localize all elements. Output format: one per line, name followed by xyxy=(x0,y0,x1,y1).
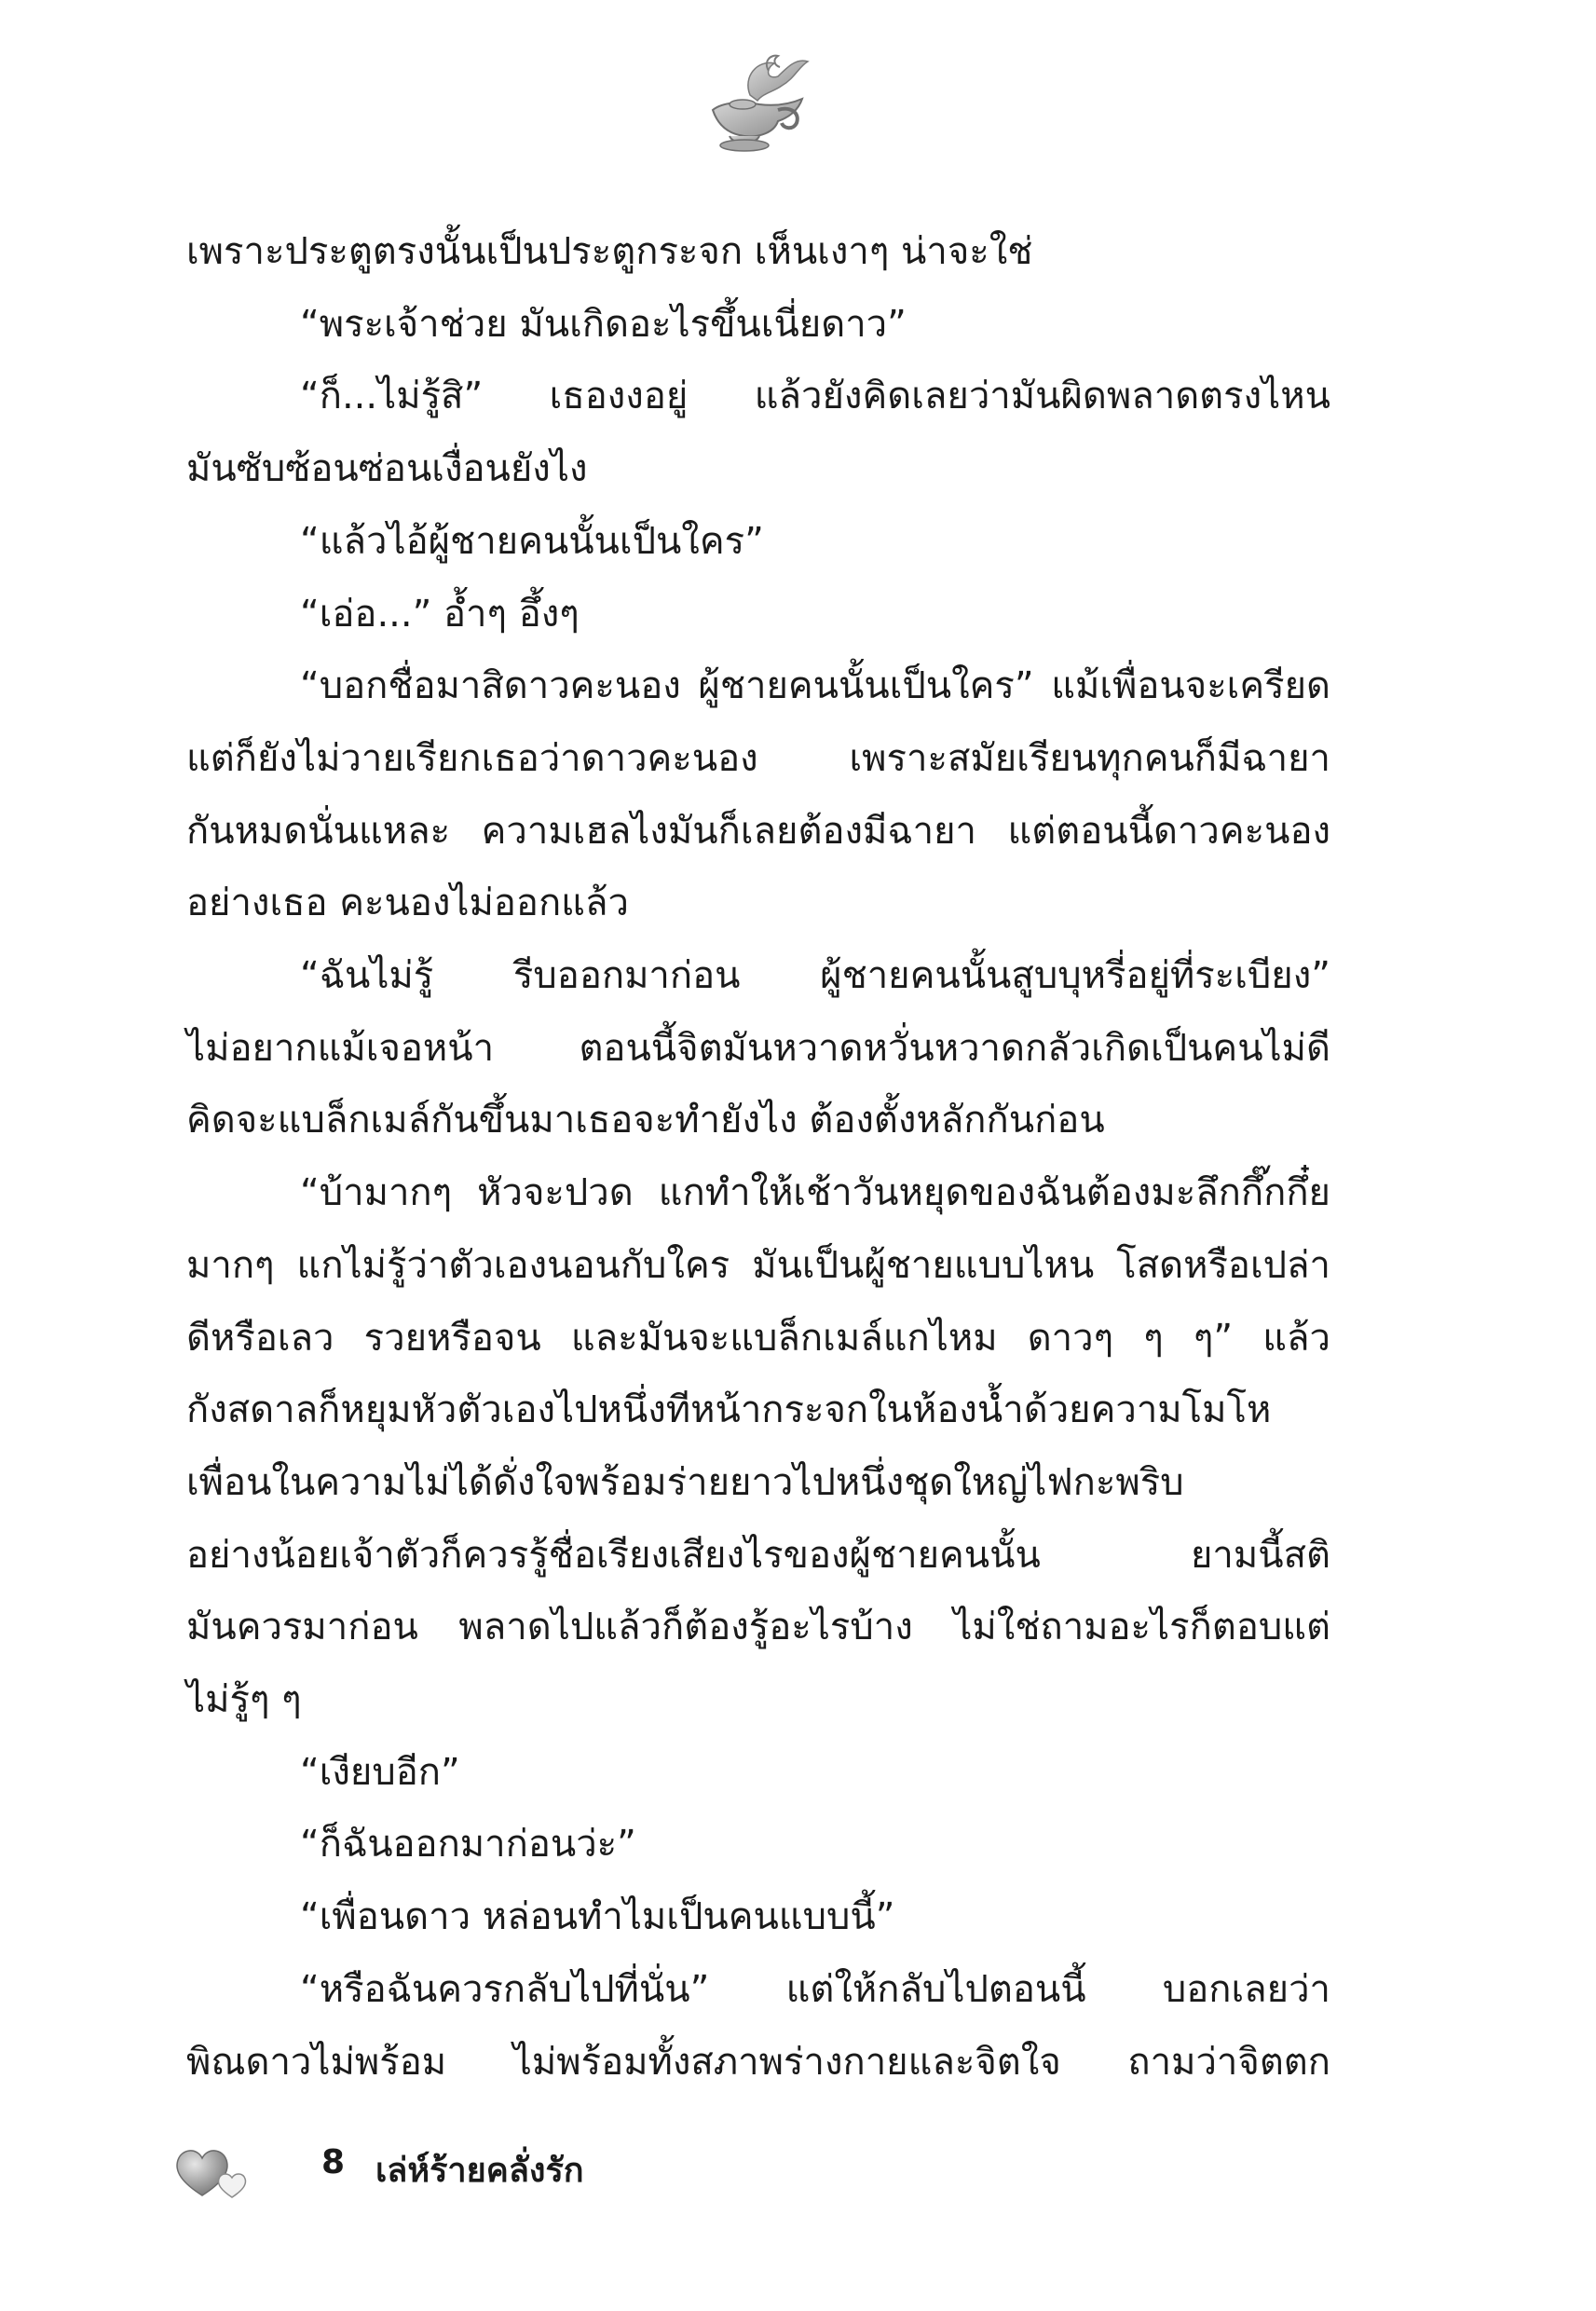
text-line: เพราะประตูตรงนั้นเป็นประตูกระจก เห็นเงาๆ น่าจะใช่ xyxy=(186,230,1033,273)
paragraph xyxy=(186,1809,1330,1881)
paragraph xyxy=(186,1881,1330,1954)
text-line: อย่างเธอ คะนองไม่ออกแล้ว xyxy=(186,882,629,925)
text-line: มากๆ แกไม่รู้ว่าตัวเองนอนกับใคร มันเป็นผู้ชายแบบไหน โสดหรือเปล่า xyxy=(186,1243,1330,1287)
genie-lamp-icon xyxy=(685,48,825,158)
text-line: “ก็...ไม่รู้สิ” เธองงอยู่ แล้วยังคิดเลยว่ามันผิดพลาดตรงไหน xyxy=(300,375,1330,418)
text-line: เพื่อนในความไม่ได้ดั่งใจพร้อมร่ายยาวไปหนึ่งชุดใหญ่ไฟกะพริบ xyxy=(186,1460,1184,1504)
text-line: ไม่รู้ๆ ๆ xyxy=(186,1678,302,1722)
text-line: “ฉันไม่รู้ รีบออกมาก่อน ผู้ชายคนนั้นสูบบุหรี่อยู่ที่ระเบียง” xyxy=(300,954,1330,998)
text-line: “หรือฉันควรกลับไปที่นั่น” แต่ให้กลับไปตอนนี้ บอกเลยว่า xyxy=(300,1967,1330,2011)
text-line: มันควรมาก่อน พลาดไปแล้วก็ต้องรู้อะไรบ้าง ไม่ใช่ถามอะไรก็ตอบแต่ xyxy=(186,1606,1330,1649)
paragraph xyxy=(186,650,1330,940)
text-line: “เพื่อนดาว หล่อนทำไมเป็นคนแบบนี้” xyxy=(300,1895,895,1939)
paragraph xyxy=(186,1157,1330,1737)
paragraph xyxy=(186,1954,1330,2099)
text-line: พิณดาวไม่พร้อม ไม่พร้อมทั้งสภาพร่างกายและจิตใจ ถามว่าจิตตก xyxy=(186,2040,1330,2084)
text-line: คิดจะแบล็กเมล์กันขึ้นมาเธอจะทำยังไง ต้องตั้งหลักกันก่อน xyxy=(186,1099,1105,1142)
text-line: “พระเจ้าช่วย มันเกิดอะไรขึ้นเนี่ยดาว” xyxy=(300,302,907,346)
paragraph xyxy=(186,289,1330,362)
book-title: เล่ห์ร้ายคลั่งรัก xyxy=(375,2152,584,2190)
text-line: กังสดาลก็หยุมหัวตัวเองไปหนึ่งทีหน้ากระจกในห้องน้ำด้วยความโมโห xyxy=(186,1388,1272,1432)
paragraph xyxy=(186,506,1330,579)
text-line: อย่างน้อยเจ้าตัวก็ควรรู้ชื่อเรียงเสียงไรของผู้ชายคนนั้น ยามนี้สติ xyxy=(186,1533,1330,1577)
hearts-icon xyxy=(172,2138,256,2203)
paragraph xyxy=(186,216,1330,289)
paragraph xyxy=(186,1737,1330,1810)
text-line: “บ้ามากๆ หัวจะปวด แกทำให้เช้าวันหยุดของฉันต้องมะลึกกึ๊กกึ๋ย xyxy=(300,1171,1330,1215)
body-text xyxy=(186,216,1330,2099)
text-line: มันซับซ้อนซ่อนเงื่อนยังไง xyxy=(186,447,588,491)
text-line: ดีหรือเลว รวยหรือจน และมันจะแบล็กเมล์แกไหม ดาวๆ ๆ ๆ” แล้ว xyxy=(186,1316,1330,1360)
text-line: “เงียบอีก” xyxy=(300,1750,460,1794)
page-footer xyxy=(172,2134,825,2218)
page-number: 8 xyxy=(321,2143,346,2181)
text-line: ไม่อยากแม้เจอหน้า ตอนนี้จิตมันหวาดหวั่นหวาดกลัวเกิดเป็นคนไม่ดี xyxy=(186,1026,1330,1070)
text-line: “บอกชื่อมาสิดาวคะนอง ผู้ชายคนนั้นเป็นใคร” แม้เพื่อนจะเครียด xyxy=(300,664,1330,708)
text-line: “แล้วไอ้ผู้ชายคนนั้นเป็นใคร” xyxy=(300,519,764,563)
paragraph xyxy=(186,579,1330,651)
paragraph xyxy=(186,361,1330,505)
paragraph xyxy=(186,940,1330,1157)
text-line: กันหมดนั่นแหละ ความเฮลไงมันก็เลยต้องมีฉายา แต่ตอนนี้ดาวคะนอง xyxy=(186,809,1330,853)
text-line: “ก็ฉันออกมาก่อนว่ะ” xyxy=(300,1823,636,1867)
text-line: แต่ก็ยังไม่วายเรียกเธอว่าดาวคะนอง เพราะสมัยเรียนทุกคนก็มีฉายา xyxy=(186,736,1330,780)
text-line: “เอ่อ...” อ้ำๆ อึ้งๆ xyxy=(300,592,580,636)
